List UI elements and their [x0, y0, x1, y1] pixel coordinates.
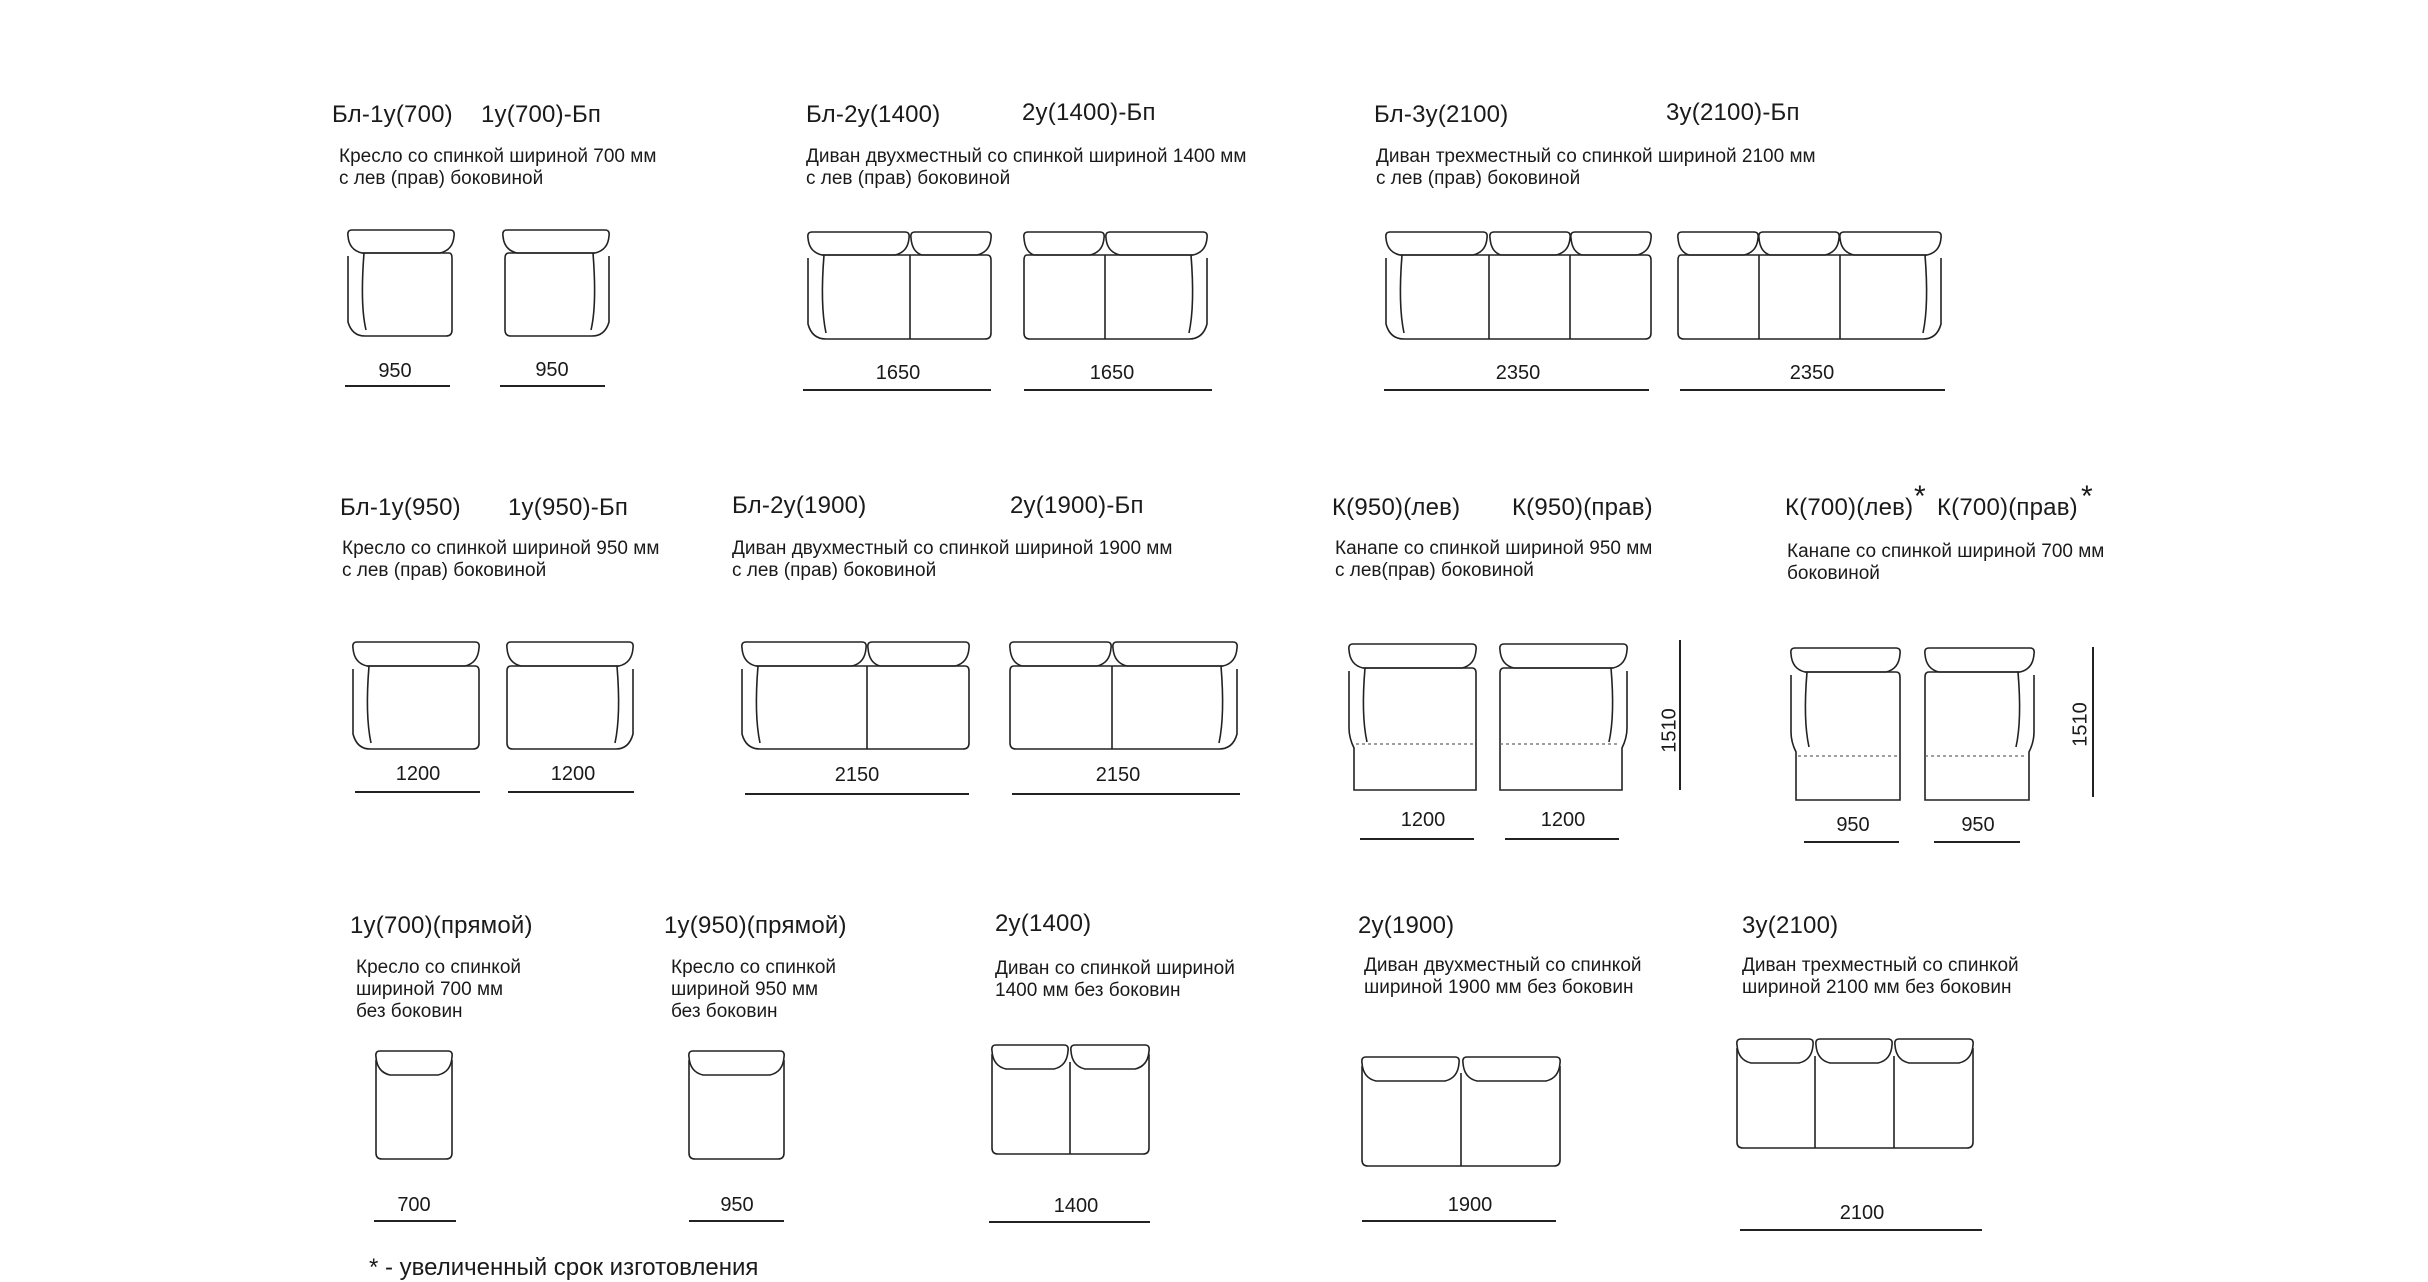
drawing-bl-2u-1900	[742, 642, 969, 749]
drawing-k-700-prav	[1925, 648, 2034, 800]
module-description: Диван трехместный со спинкой шириной 2100 мм	[1376, 146, 1816, 167]
module-description: Диван двухместный со спинкой	[1364, 955, 1642, 976]
drawing-bl-3u-2100	[1386, 232, 1651, 339]
drawing-bl-1u-950	[353, 642, 479, 749]
module-code-right: К(700)(прав)	[1937, 494, 2078, 521]
module-description: с лев(прав) боковиной	[1335, 560, 1534, 581]
footnote: * - увеличенный срок изготовления	[369, 1254, 759, 1281]
dimension-label: 950	[378, 360, 412, 382]
drawing-2u-1400	[992, 1045, 1149, 1154]
module-code-right: 2у(1900)-Бп	[1010, 492, 1144, 519]
asterisk-mark: *	[2081, 480, 2093, 513]
drawing-k-950-prav	[1500, 644, 1627, 790]
module-description: Канапе со спинкой шириной 700 мм	[1787, 541, 2105, 562]
module-description: без боковин	[356, 1001, 463, 1022]
dimension-label: 2150	[834, 764, 880, 786]
module-description: шириной 700 мм	[356, 979, 504, 1000]
module-description: Диван трехместный со спинкой	[1742, 955, 2019, 976]
module-code: 2у(1400)	[995, 910, 1092, 937]
drawing-bl-1u-700	[348, 230, 454, 336]
module-code-right: 2у(1400)-Бп	[1022, 99, 1156, 126]
module-code-right: К(950)(прав)	[1512, 494, 1653, 521]
dimension-label: 1650	[875, 362, 921, 384]
module-description: боковиной	[1787, 563, 1880, 584]
drawing-1u-950-bp	[507, 642, 633, 749]
module-description: Диван со спинкой шириной	[995, 958, 1235, 979]
dimension-label: 950	[720, 1194, 754, 1216]
dimension-label: 1200	[1540, 809, 1586, 831]
drawing-3u-2100-bp	[1678, 232, 1941, 339]
module-description: с лев (прав) боковиной	[1376, 168, 1581, 189]
dimension-label: 950	[1961, 814, 1995, 836]
module-code-left: Бл-2у(1400)	[806, 101, 941, 128]
module-code-right: 3у(2100)-Бп	[1666, 99, 1800, 126]
module-code: 1у(950)(прямой)	[664, 912, 847, 939]
module-description: с лев (прав) боковиной	[732, 560, 937, 581]
dimension-label: 2350	[1789, 362, 1835, 384]
module-description: без боковин	[671, 1001, 778, 1022]
drawing-bl-2u-1400	[808, 232, 991, 339]
module-description: Кресло со спинкой шириной 950 мм	[342, 538, 660, 559]
module-description: Канапе со спинкой шириной 950 мм	[1335, 538, 1653, 559]
module-description: Диван двухместный со спинкой шириной 1400 мм	[806, 146, 1247, 167]
module-code-left: К(700)(лев)	[1785, 494, 1914, 521]
drawing-k-950-lev	[1349, 644, 1476, 790]
module-code-left: Бл-3у(2100)	[1374, 101, 1509, 128]
dimension-label: 1650	[1089, 362, 1135, 384]
dimension-label: 1200	[395, 763, 441, 785]
drawing-1u-700-bp	[503, 230, 609, 336]
drawing-1u-700-pryamoy	[376, 1051, 452, 1159]
drawing-k-700-lev	[1791, 648, 1900, 800]
module-code-left: Бл-2у(1900)	[732, 492, 867, 519]
drawing-3u-2100	[1737, 1039, 1973, 1148]
module-code-left: Бл-1у(950)	[340, 494, 461, 521]
dimension-label: 2150	[1095, 764, 1141, 786]
module-code-right: 1у(950)-Бп	[508, 494, 629, 521]
module-description: шириной 1900 мм без боковин	[1364, 977, 1634, 998]
drawing-2u-1900-bp	[1010, 642, 1237, 749]
dimension-label: 1200	[1400, 809, 1446, 831]
module-description: с лев (прав) боковиной	[342, 560, 547, 581]
module-code: 3у(2100)	[1742, 912, 1839, 939]
module-description: шириной 950 мм	[671, 979, 819, 1000]
dimension-label: 2350	[1495, 362, 1541, 384]
drawing-2u-1400-bp	[1024, 232, 1207, 339]
module-description: с лев (прав) боковиной	[806, 168, 1011, 189]
module-description: Диван двухместный со спинкой шириной 1900 мм	[732, 538, 1173, 559]
dimension-label: 950	[1836, 814, 1870, 836]
module-description: Кресло со спинкой	[671, 957, 837, 978]
dimension-label: 700	[397, 1194, 431, 1216]
depth-dimension-label: 1510	[1658, 708, 1681, 753]
module-description: шириной 2100 мм без боковин	[1742, 977, 2012, 998]
module-description: Кресло со спинкой шириной 700 мм	[339, 146, 657, 167]
drawing-1u-950-pryamoy	[689, 1051, 784, 1159]
dimension-label: 950	[535, 359, 569, 381]
module-code-left: Бл-1у(700)	[332, 101, 453, 128]
dimension-label: 1900	[1447, 1194, 1493, 1216]
module-code: 1у(700)(прямой)	[350, 912, 533, 939]
module-code-right: 1у(700)-Бп	[481, 101, 602, 128]
module-description: 1400 мм без боковин	[995, 980, 1181, 1001]
module-code-left: К(950)(лев)	[1332, 494, 1461, 521]
module-description: с лев (прав) боковиной	[339, 168, 544, 189]
dimension-label: 1400	[1053, 1195, 1099, 1217]
depth-dimension-label: 1510	[2069, 702, 2092, 747]
dimension-label: 2100	[1839, 1202, 1885, 1224]
drawing-2u-1900	[1362, 1057, 1560, 1166]
module-description: Кресло со спинкой	[356, 957, 522, 978]
dimension-label: 1200	[550, 763, 596, 785]
module-code: 2у(1900)	[1358, 912, 1455, 939]
asterisk-mark: *	[1914, 480, 1926, 513]
